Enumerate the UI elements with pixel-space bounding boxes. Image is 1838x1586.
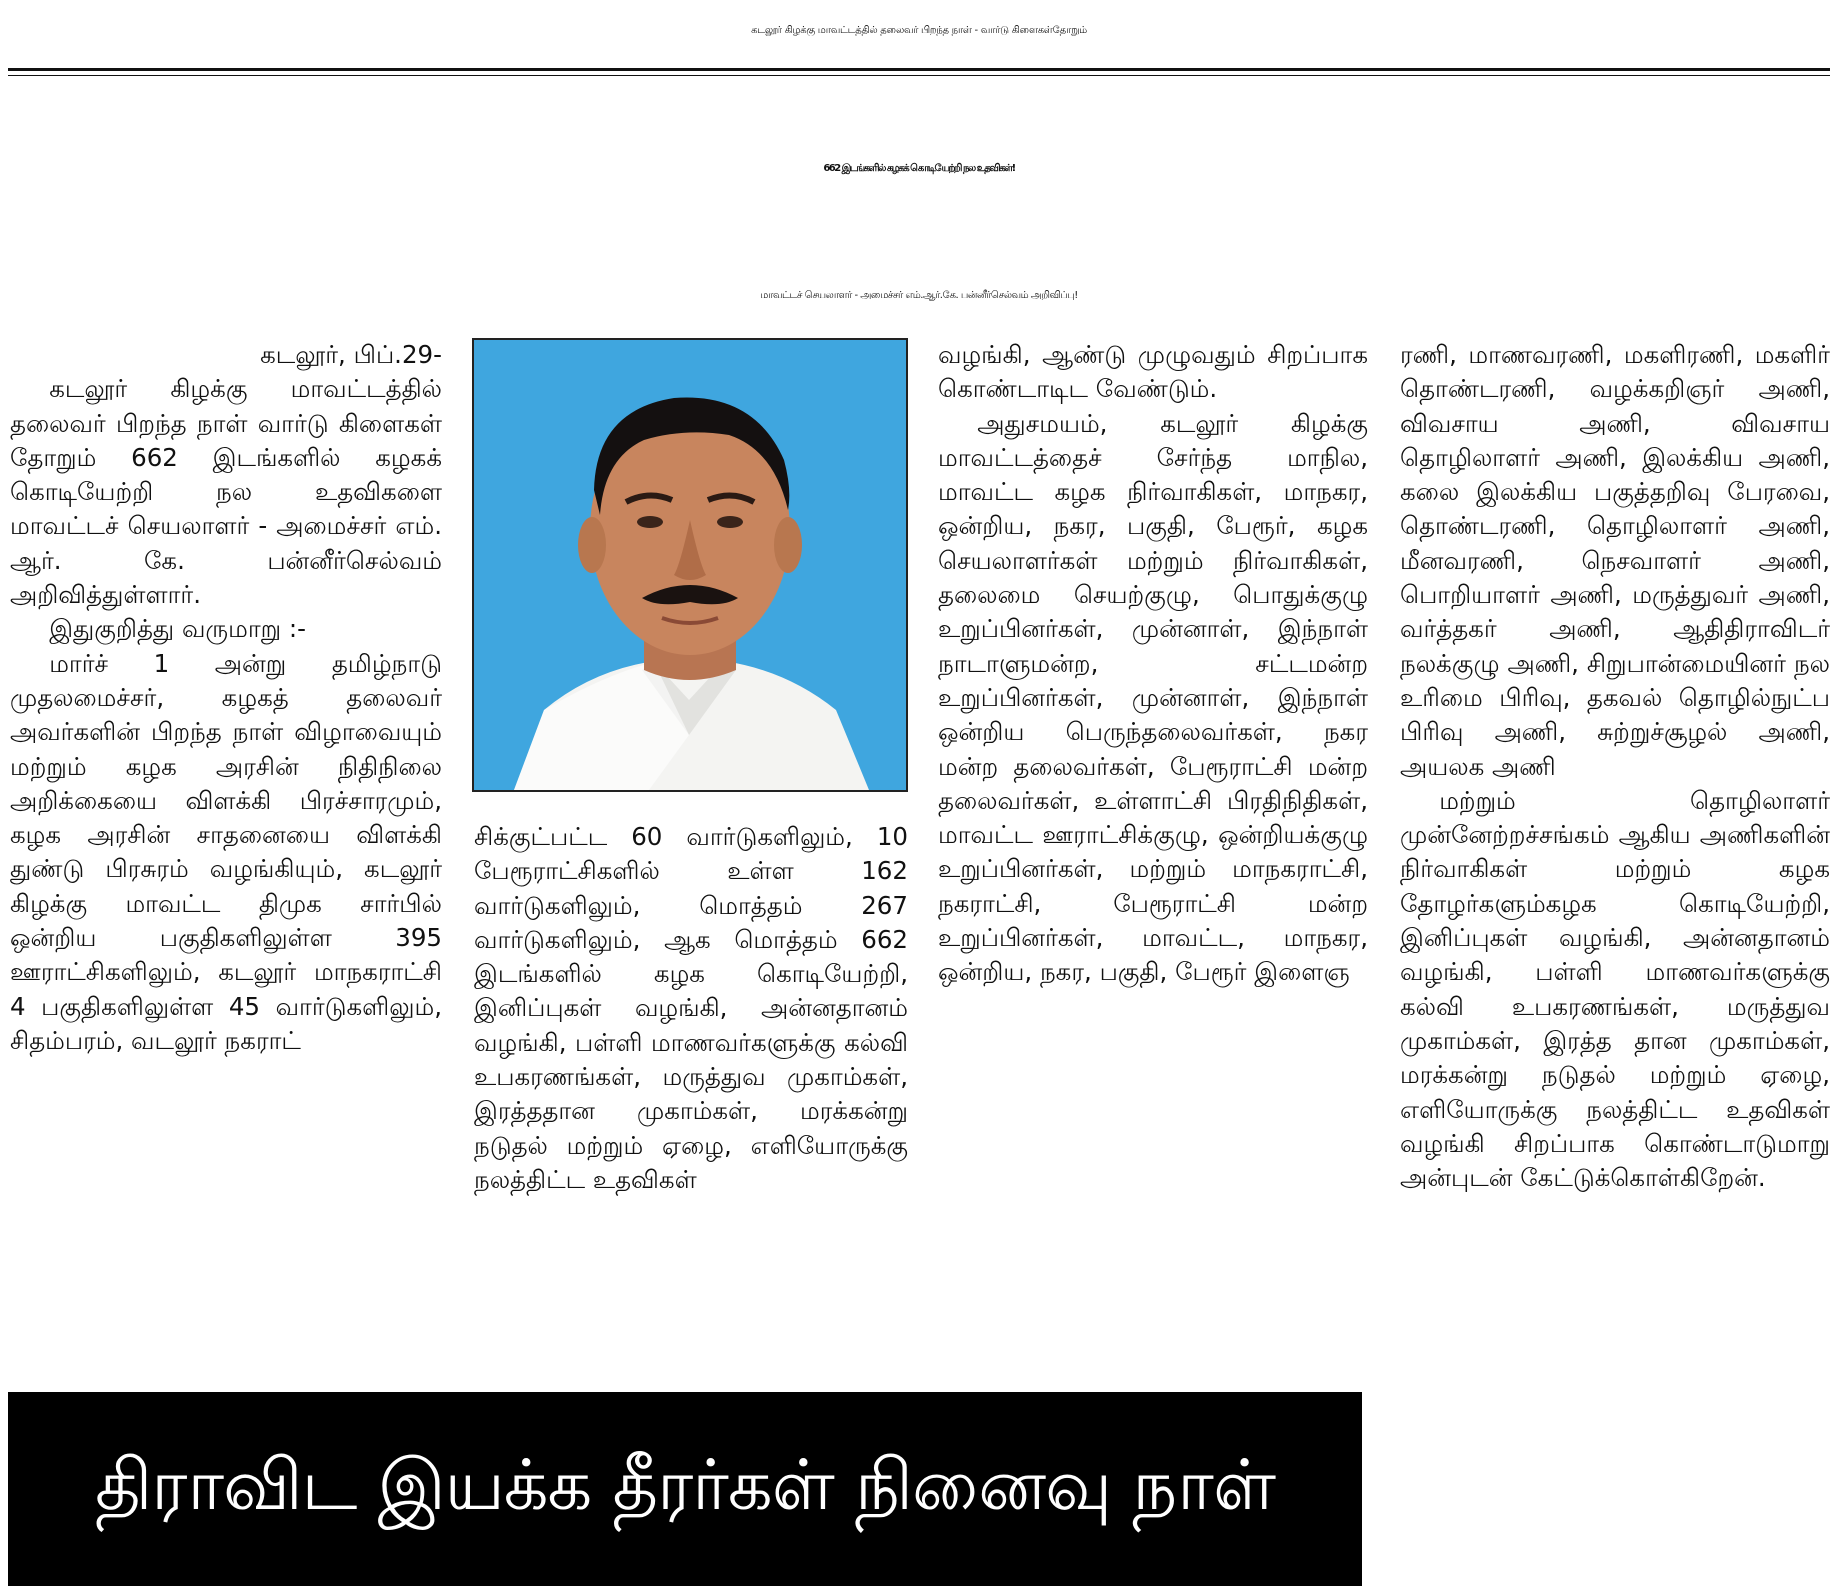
article-paragraph: அதுசமயம், கடலூர் கிழக்கு மாவட்டத்தைச் சேர்ந்த மாநில, மாவட்ட கழக நிர்வாகிகள், மாநகர, ஒன்றிய, நகர, பகுதி, பேரூர், கழக செயலாளர்கள் மற்றும் நிர்வாகிகள், தலைமை செயற்குழு, பொதுக்குழு உறுப்பினர்கள், முன்னாள், இந்நாள் நாடாளுமன்ற, சட்டமன்ற உறுப்பினர்கள், முன்னாள், இந்நாள் ஒன்றிய பெருந்தலைவர்கள், நகர மன்ற தலைவர்கள், பேரூராட்சி மன்ற தலைவர்கள், உள்ளாட்சி பிரதிநிதிகள், மாவட்ட ஊராட்சிக்குழு, ஒன்றியக்குழு உறுப்பினர்கள், மற்றும் மாநகராட்சி, நகராட்சி, பேரூராட்சி மன்ற உறுப்பினர்கள், மாவட்ட, மாநகர, ஒன்றிய, நகர, பகுதி, பேரூர் இளைஞ — [938, 408, 1368, 987]
kicker-line: கடலூர் கிழக்கு மாவட்டத்தில் தலைவர் பிறந்த நாள் - வார்டு கிளைகள்தோறும் — [751, 25, 1087, 36]
article-column-2 — [474, 820, 908, 1365]
article-column-4 — [1400, 338, 1830, 1583]
rule-divider-thick — [8, 68, 1830, 71]
rule-divider-thin — [8, 75, 1830, 76]
subheadline: மாவட்டச் செயலாளர் - அமைச்சர் எம்.ஆர்.கே. பன்னீர்செல்வம் அறிவிப்பு! — [760, 290, 1078, 301]
memorial-day-banner — [8, 1392, 1362, 1586]
article-paragraph: ரணி, மாணவரணி, மகளிரணி, மகளிர் தொண்டரணி, வழக்கறிஞர் அணி, விவசாய அணி, விவசாய தொழிலாளர் அணி, இலக்கிய அணி, கலை இலக்கிய பகுத்தறிவு பேரவை, தொண்டரணி, தொழிலாளர் அணி, மீனவரணி, நெசவாளர் அணி, பொறியாளர் அணி, மருத்துவர் அணி, வர்த்தகர் அணி, ஆதிதிராவிடர் நலக்குழு அணி, சிறுபான்மையினர் நல உரிமை பிரிவு, தகவல் தொழில்நுட்ப பிரிவு அணி, சுற்றுச்சூழல் அணி, அயலக அணி — [1400, 340, 1830, 781]
article-paragraph: சிக்குட்பட்ட 60 வார்டுகளிலும், 10 பேரூராட்சிகளில் உள்ள 162 வார்டுகளிலும், மொத்தம் 267 வார்டுகளிலும், ஆக மொத்தம் 662 இடங்களில் கழக கொடியேற்றி, இனிப்புகள் வழங்கி, அன்னதானம் வழங்கி, பள்ளி மாணவர்களுக்கு கல்வி உபகரணங்கள், மருத்துவ முகாம்கள், இரத்ததான முகாம்கள், மரக்கன்று நடுதல் மற்றும் ஏழை, எளியோருக்கு நலத்திட்ட உதவிகள் — [474, 822, 908, 1194]
headline: 662 இடங்களில் கழகக் கொடியேற்றி நல உதவிகள்! — [823, 163, 1015, 174]
article-column-1 — [10, 338, 442, 1353]
portrait-photo — [472, 338, 908, 792]
dateline: கடலூர், பிப்.29- — [260, 340, 442, 369]
article-paragraph: மற்றும் தொழிலாளர் முன்னேற்றச்சங்கம் ஆகிய அணிகளின் நிர்வாகிகள் மற்றும் கழக தோழர்களும்கழக கொடியேற்றி, இனிப்புகள் வழங்கி, அன்னதானம் வழங்கி, பள்ளி மாணவர்களுக்கு கல்வி உபகரணங்கள், மருத்துவ முகாம்கள், இரத்த தான முகாம்கள், மரக்கன்று நடுதல் மற்றும் ஏழை, எளியோருக்கு நலத்திட்ட உதவிகள் வழங்கி சிறப்பாக கொண்டாடுமாறு அன்புடன் கேட்டுக்கொள்கிறேன். — [1400, 785, 1830, 1193]
article-paragraph: கடலூர் கிழக்கு மாவட்டத்தில் தலைவர் பிறந்த நாள் வார்டு கிளைகள் தோறும் 662 இடங்களில் கழகக் கொடியேற்றி நல உதவிகளை மாவட்டச் செயலாளர் - அமைச்சர் எம். ஆர். கே. பன்னீர்செல்வம் அறிவித்துள்ளார். — [10, 374, 442, 610]
banner-title: திராவிட இயக்க தீரர்கள் நினைவு நாள் — [94, 1443, 1276, 1526]
portrait-illustration — [474, 340, 906, 790]
article-paragraph: வழங்கி, ஆண்டு முழுவதும் சிறப்பாக கொண்டாடிட வேண்டும். — [938, 340, 1368, 404]
article-column-3 — [938, 338, 1368, 1368]
article-paragraph: மார்ச் 1 அன்று தமிழ்நாடு முதலமைச்சர், கழகத் தலைவர் அவர்களின் பிறந்த நாள் விழாவையும் மற்றும் கழக அரசின் நிதிநிலை அறிக்கையை விளக்கி பிரச்சாரமும், கழக அரசின் சாதனையை விளக்கி துண்டு பிரசுரம் வழங்கியும், கடலூர் கிழக்கு மாவட்ட திமுக சார்பில் ஒன்றிய பகுதிகளிலுள்ள 395 ஊராட்சிகளிலும், கடலூர் மாநகராட்சி 4 பகுதிகளிலுள்ள 45 வார்டுகளிலும், சிதம்பரம், வடலூர் நகராட் — [10, 648, 442, 1055]
article-paragraph: இதுகுறித்து வருமாறு :- — [49, 614, 306, 644]
